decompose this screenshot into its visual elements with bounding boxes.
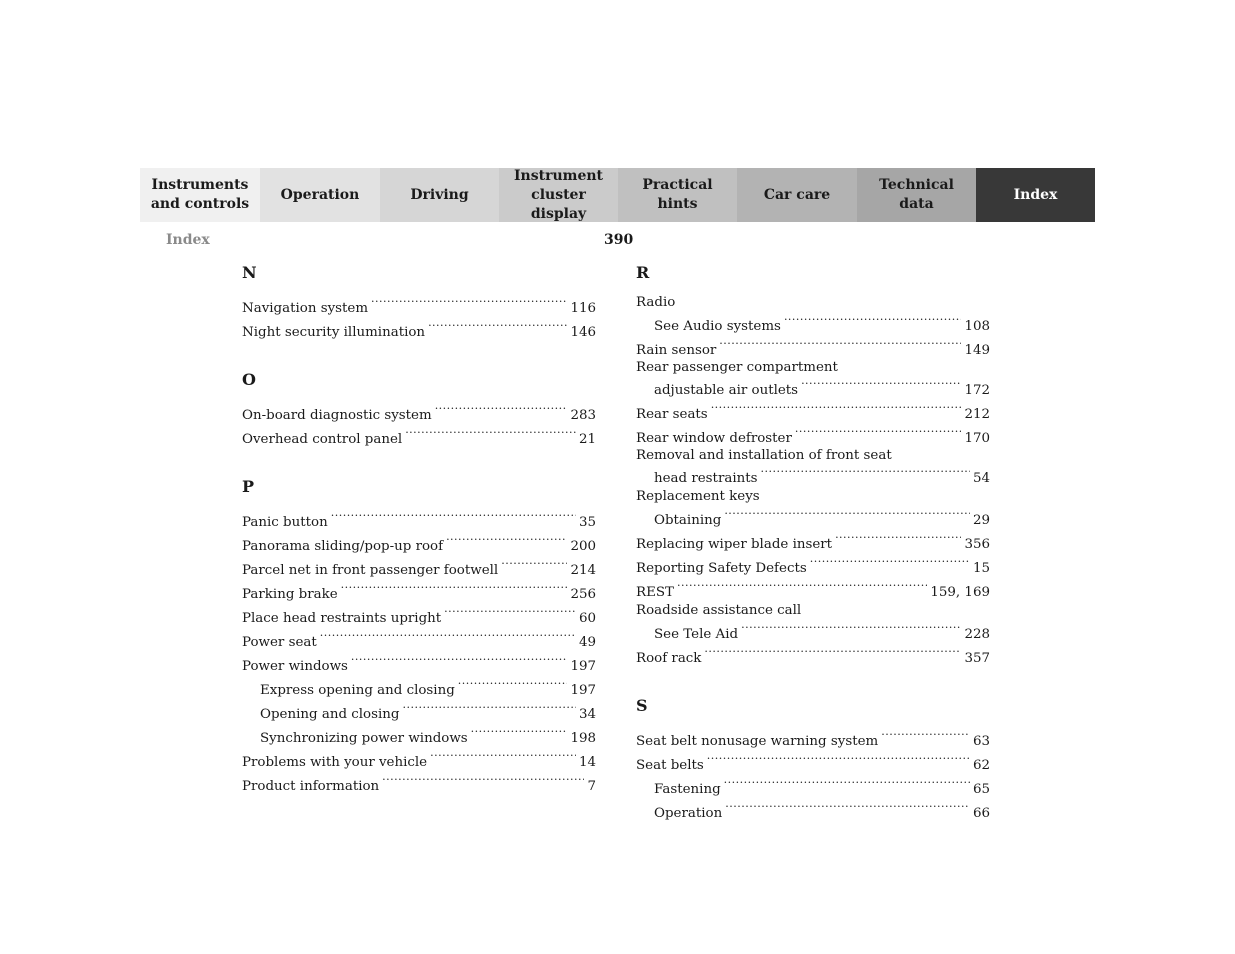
entry-page-number: 214 (570, 563, 596, 578)
dot-leader (711, 400, 962, 418)
index-entry[interactable] (636, 376, 990, 400)
entry-page-number: 35 (578, 515, 596, 530)
dot-leader (795, 424, 962, 442)
entry-page-number: 21 (578, 432, 596, 447)
index-entry[interactable] (636, 506, 990, 530)
index-entry[interactable] (242, 772, 596, 796)
entry-page-number: 62 (972, 758, 990, 773)
index-entry[interactable] (636, 336, 990, 360)
entry-term: Overhead control panel (242, 432, 403, 447)
index-group-r (636, 263, 990, 668)
index-column-right (636, 263, 990, 851)
entry-page-number: 34 (578, 707, 596, 722)
index-entry[interactable] (636, 727, 990, 751)
entry-page-number: 14 (578, 755, 596, 770)
entry-term: Rain sensor (636, 343, 717, 358)
section-label: Index (166, 232, 210, 248)
index-entry[interactable] (242, 532, 596, 556)
tab-driving[interactable]: Driving (380, 168, 499, 222)
entry-term: REST (636, 585, 674, 600)
index-group-n (242, 263, 596, 342)
index-entry[interactable] (636, 554, 990, 578)
index-entry[interactable] (636, 602, 990, 620)
index-entry[interactable] (242, 294, 596, 318)
entry-term: Fastening (654, 782, 721, 797)
entry-term: Seat belts (636, 758, 704, 773)
entry-page-number: 49 (578, 635, 596, 650)
dot-leader (371, 294, 567, 312)
dot-leader (810, 554, 970, 572)
index-entry[interactable] (242, 580, 596, 604)
entry-page-number: 256 (570, 587, 596, 602)
tab-car-care[interactable]: Car care (737, 168, 857, 222)
group-letter: N (242, 263, 257, 282)
entry-page-number: 7 (587, 779, 596, 794)
entry-term: See Tele Aid (654, 627, 739, 642)
entry-term: Panic button (242, 515, 328, 530)
dot-leader (784, 312, 962, 330)
entry-term: Radio (636, 295, 676, 310)
dot-leader (351, 652, 568, 670)
group-letter: S (636, 696, 648, 715)
index-column-left (242, 263, 596, 824)
entry-term: Product information (242, 779, 380, 794)
dot-leader (444, 604, 576, 622)
entry-page-number: 159, 169 (930, 585, 990, 600)
entry-term: Obtaining (654, 513, 722, 528)
index-group-s (636, 696, 990, 823)
entry-page-number: 198 (570, 731, 596, 746)
dot-leader (760, 464, 969, 482)
index-entry[interactable] (636, 488, 990, 506)
entry-term: Removal and installation of front seat (636, 448, 892, 463)
entry-page-number: 197 (570, 659, 596, 674)
entry-term: Replacing wiper blade insert (636, 537, 833, 552)
entry-page-number: 356 (964, 537, 990, 552)
entry-term: Synchronizing power windows (260, 731, 468, 746)
index-entry[interactable] (636, 530, 990, 554)
index-entry[interactable] (242, 724, 596, 748)
entry-page-number: 283 (570, 408, 596, 423)
index-entry[interactable] (636, 620, 990, 644)
dot-leader (704, 644, 961, 662)
index-entry[interactable] (636, 360, 990, 376)
index-entry[interactable] (242, 700, 596, 724)
index-entry[interactable] (636, 578, 990, 602)
entry-term: On-board diagnostic system (242, 408, 432, 423)
entry-term: Problems with your vehicle (242, 755, 428, 770)
entry-page-number: 172 (964, 383, 990, 398)
entry-term: Power windows (242, 659, 348, 674)
entry-term: Rear passenger compartment (636, 360, 838, 375)
entry-page-number: 170 (964, 431, 990, 446)
group-letter: P (242, 477, 255, 496)
entry-page-number: 200 (570, 539, 596, 554)
entry-term: Operation (654, 806, 723, 821)
dot-leader (724, 775, 970, 793)
entry-term: Rear seats (636, 407, 708, 422)
dot-leader (320, 628, 576, 646)
index-entry[interactable] (242, 628, 596, 652)
entry-page-number: 149 (964, 343, 990, 358)
dot-leader (458, 676, 568, 694)
entry-term: Reporting Safety Defects (636, 561, 807, 576)
index-entry[interactable] (242, 652, 596, 676)
entry-term: Panorama sliding/pop-up roof (242, 539, 444, 554)
dot-leader (428, 318, 567, 336)
entry-page-number: 212 (964, 407, 990, 422)
index-entry[interactable] (636, 312, 990, 336)
tab-index[interactable]: Index (976, 168, 1095, 222)
tab-instruments-and-controls[interactable]: Instruments and controls (140, 168, 260, 222)
dot-leader (719, 336, 961, 354)
index-entry[interactable] (636, 751, 990, 775)
index-group-p (242, 477, 596, 796)
index-entry[interactable] (242, 556, 596, 580)
entry-page-number: 65 (972, 782, 990, 797)
entry-term: head restraints (654, 471, 758, 486)
entry-page-number: 228 (964, 627, 990, 642)
dot-leader (382, 772, 584, 790)
group-letter: O (242, 370, 256, 389)
dot-leader (331, 508, 576, 526)
dot-leader (881, 727, 970, 745)
dot-leader (341, 580, 568, 598)
entry-page-number: 357 (964, 651, 990, 666)
dot-leader (677, 578, 927, 596)
entry-term: Place head restraints upright (242, 611, 442, 626)
entry-page-number: 197 (570, 683, 596, 698)
group-letter: R (636, 263, 650, 282)
dot-leader (707, 751, 970, 769)
entry-term: Power seat (242, 635, 317, 650)
entry-term: Navigation system (242, 301, 369, 316)
index-entry[interactable] (636, 448, 990, 464)
dot-leader (405, 425, 576, 443)
entry-term: Opening and closing (260, 707, 400, 722)
entry-page-number: 63 (972, 734, 990, 749)
tab-operation[interactable]: Operation (260, 168, 380, 222)
index-group-o (242, 370, 596, 449)
entry-page-number: 116 (570, 301, 596, 316)
dot-leader (402, 700, 575, 718)
entry-term: See Audio systems (654, 319, 781, 334)
index-entry[interactable] (242, 676, 596, 700)
tab-instrument-cluster-display[interactable]: Instrument cluster display (499, 168, 618, 222)
entry-page-number: 54 (972, 471, 990, 486)
entry-term: adjustable air outlets (654, 383, 799, 398)
entry-term: Night security illumination (242, 325, 426, 340)
dot-leader (741, 620, 961, 638)
chapter-tab-bar (140, 168, 1095, 222)
index-entry[interactable] (636, 424, 990, 448)
index-entry[interactable] (636, 644, 990, 668)
dot-leader (835, 530, 961, 548)
index-entry[interactable] (242, 604, 596, 628)
dot-leader (471, 724, 568, 742)
entry-page-number: 66 (972, 806, 990, 821)
index-entry[interactable] (242, 748, 596, 772)
entry-term: Express opening and closing (260, 683, 455, 698)
entry-page-number: 60 (578, 611, 596, 626)
entry-term: Seat belt nonusage warning system (636, 734, 879, 749)
entry-term: Replacement keys (636, 489, 760, 504)
index-entry[interactable] (242, 425, 596, 449)
entry-term: Rear window defroster (636, 431, 792, 446)
index-entry[interactable] (636, 294, 990, 312)
tab-technical-data[interactable]: Technical data (857, 168, 976, 222)
entry-page-number: 29 (972, 513, 990, 528)
entry-term: Roof rack (636, 651, 702, 666)
index-entry[interactable] (242, 401, 596, 425)
index-entry[interactable] (242, 508, 596, 532)
dot-leader (725, 799, 970, 817)
page-number: 390 (604, 232, 634, 248)
dot-leader (801, 376, 961, 394)
index-entry[interactable] (636, 400, 990, 424)
tab-practical-hints[interactable]: Practical hints (618, 168, 737, 222)
entry-term: Parking brake (242, 587, 338, 602)
dot-leader (435, 401, 568, 419)
index-entry[interactable] (636, 775, 990, 799)
dot-leader (724, 506, 970, 524)
dot-leader (446, 532, 567, 550)
index-entry[interactable] (636, 799, 990, 823)
entry-term: Roadside assistance call (636, 603, 802, 618)
entry-page-number: 146 (570, 325, 596, 340)
entry-page-number: 15 (972, 561, 990, 576)
index-entry[interactable] (242, 318, 596, 342)
dot-leader (430, 748, 576, 766)
entry-term: Parcel net in front passenger footwell (242, 563, 499, 578)
entry-page-number: 108 (964, 319, 990, 334)
index-entry[interactable] (636, 464, 990, 488)
dot-leader (501, 556, 567, 574)
